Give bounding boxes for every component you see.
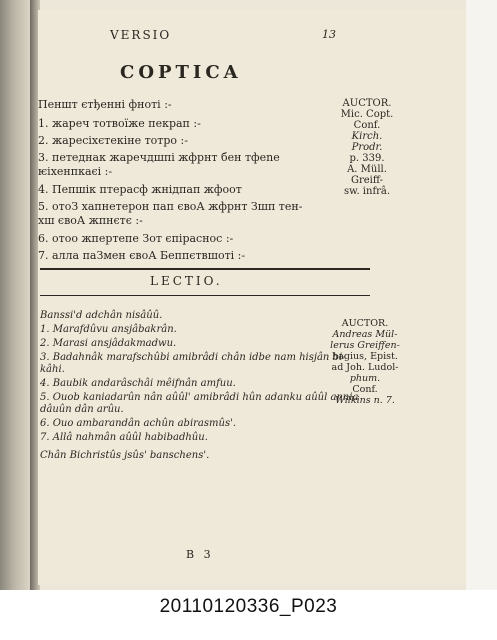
lectio-line: 5. Ouob kaniadarûn nân aûûl' amibrâdi hûn adanku aûûl annia [40,392,359,403]
lectio-line: 7. Allâ nahmân aûûl habibadhûu. [40,432,208,443]
auctor-line: Wilkins n. 7. [335,395,395,406]
section-title: LECTIO. [150,274,223,288]
auctor-line: hagius, Epist. [332,351,398,362]
section-rule-bottom [40,295,370,296]
coptic-line: 6. отоо жпертепе Зот єпіраснос :- [38,232,234,245]
lectio-line: dâuûn dân arûu. [40,404,124,415]
auctor-line: A. Müll. Greiff- [347,164,387,186]
auctor-label: AUCTOR. [342,98,392,109]
auctor-line: Mic. Copt. [340,109,394,120]
left-page-edge [0,0,34,590]
coptic-line: ѥіхенпкаєі :- [38,165,113,178]
auctor-line: Andreas Mül- [332,329,398,340]
auctor-note-lectio [326,318,404,406]
running-header: VERSIO [110,28,172,42]
lectio-line: kâhi. [40,364,65,375]
lectio-line: 3. Badahnâk marafschûbi amibrâdi chân idbe nam hisjân bi- [40,352,346,363]
auctor-line: Conf. [352,384,378,395]
lectio-line: Banssi'd adchân nisâûû. [40,310,163,321]
auctor-label: AUCTOR. [341,318,389,329]
auctor-line: ad Joh. Ludol- [331,362,399,373]
coptic-line: 4. Пепшік птерасф жнідпап жфоот [38,183,242,196]
lectio-line: 6. Ouo ambarandân achûn abirasmûs'. [40,418,237,429]
auctor-note-coptic [336,98,398,197]
lectio-line: 1. Marafdûvu ansjâbakrân. [40,324,177,335]
coptic-line: 1. жареч тотвоїже пекрап :- [38,117,201,130]
auctor-line: Conf. [353,120,381,131]
auctor-line: phum. [349,373,381,384]
coptic-line: 5. отоЗ хапнетерон пап євоА жфрнт Зшп тен- [38,200,303,213]
scan-margin [466,0,497,590]
auctor-line: sw. infrâ. [343,186,391,197]
coptic-line: 2. жаресіхєтекіне тотро :- [38,134,188,147]
coptic-line: Пеншт єтђенні фноті :- [38,98,172,111]
auctor-line: Kirch. Prodr. [351,131,383,153]
page-sheet [38,10,469,585]
lectio-line: Chân Bichristûs jsûs' banschens'. [40,450,210,461]
lectio-line: 2. Marasi ansjâdakmadwu. [40,338,177,349]
coptic-line: 3. петеднак жаречдшпі жфрнт бен тфеnе [38,151,280,164]
lectio-line: 4. Baubik andarâschâi mêifnân amfuu. [40,378,236,389]
section-rule-top [40,268,370,270]
signature-mark: B 3 [186,548,214,561]
page-number: 13 [322,28,336,41]
auctor-line: lerus Greiffen- [330,340,400,351]
auctor-line: p. 339. [349,153,385,164]
image-caption: 20110120336_P023 [159,596,338,617]
coptic-line: хш євоА жпнєтє :- [38,214,143,227]
coptic-line: 7. аллa паЗмен євоА Беппєтвшоті :- [38,249,246,262]
page-title: COPTICA [120,62,242,83]
